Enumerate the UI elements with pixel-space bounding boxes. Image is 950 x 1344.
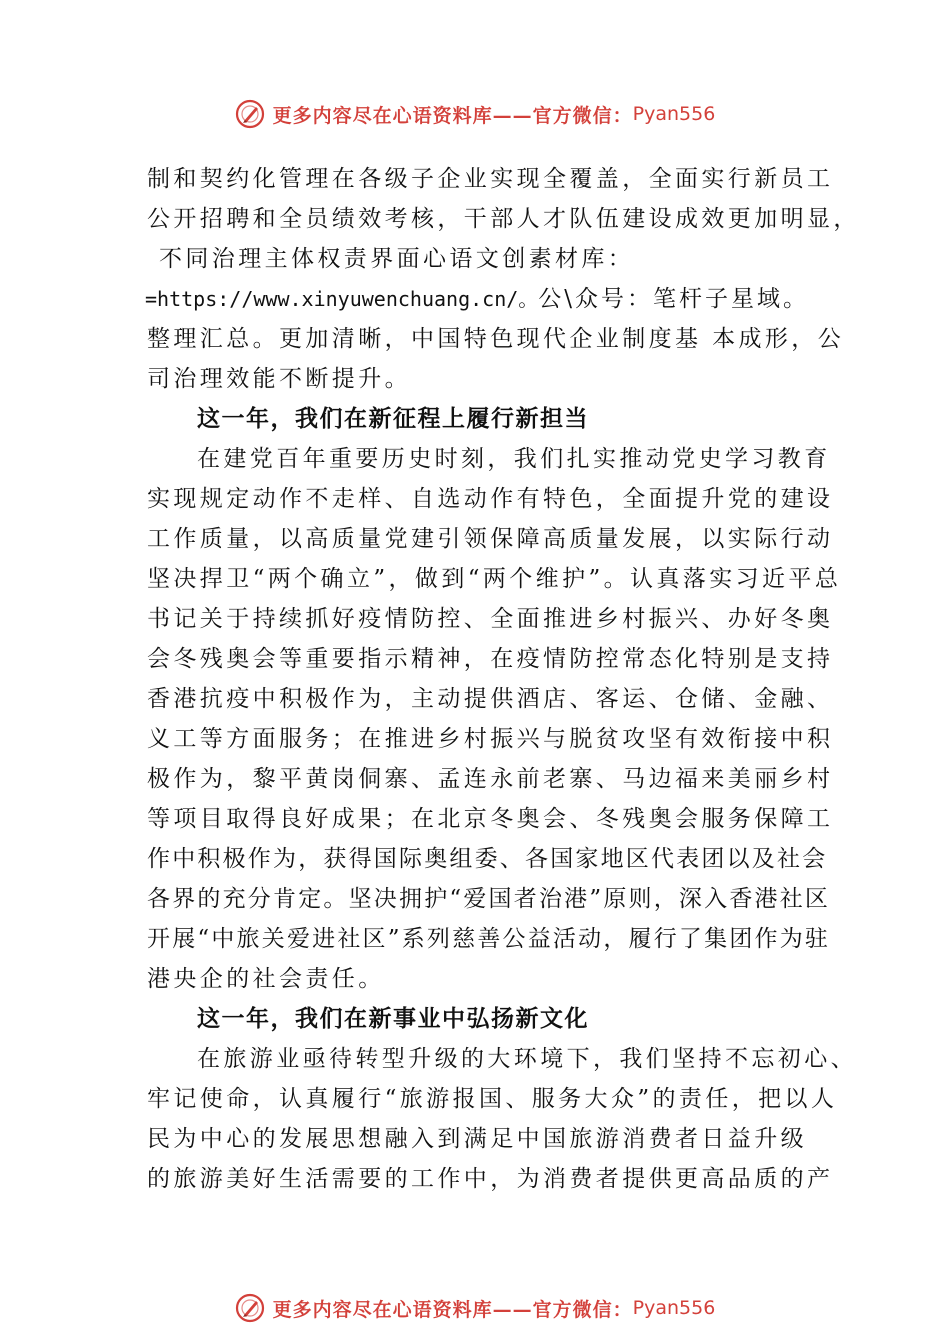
banner-wechat-id: Pyan556 [632,1297,716,1319]
text-line: 港央企的社会责任。 [147,966,385,992]
text-line: 极作为，黎平黄岗侗寨、孟连永前老寨、马边福来美丽乡村 [147,766,834,792]
text-line: 各界的充分肯定。坚决拥护“爱国者治港”原则，深入香港社区 [147,886,831,912]
text-line: 不同治理主体权责界面心语文创素材库： [159,246,635,272]
url-text: =https://www.xinyuwenchuang.cn/。 [145,287,539,311]
text-line: 在旅游业亟待转型升级的大环境下，我们坚持不忘初心、 [197,1046,857,1072]
text-line: 司治理效能不断提升。 [147,366,411,392]
quill-logo-icon [235,99,265,129]
text-line: 作中积极作为，获得国际奥组委、各国家地区代表团以及社会 [147,846,828,872]
text-line: 义工等方面服务；在推进乡村振兴与脱贫攻坚有效衔接中积 [147,726,834,752]
footer-banner [0,1286,950,1330]
section-heading: 这一年，我们在新征程上履行新担当 [197,406,589,432]
text-line: 公开招聘和全员绩效考核，干部人才队伍建设成效更加明显， [147,206,860,232]
text-line: 的旅游美好生活需要的工作中，为消费者提供更高品质的产 [147,1166,834,1192]
text-line: 工作质量，以高质量党建引领保障高质量发展，以实际行动 [147,526,834,552]
text-line: 书记关于持续抓好疫情防控、全面推进乡村振兴、办好冬奥 [147,606,834,632]
banner-text: 更多内容尽在心语资料库——官方微信： [272,104,633,127]
text-line-url [145,284,809,314]
text-line: 民为中心的发展思想融入到满足中国旅游消费者日益升级 [147,1126,807,1152]
text-line: 牢记使命，认真履行“旅游报国、服务大众”的责任，把以人 [147,1086,838,1112]
text-line: 实现规定动作不走样、自选动作有特色，全面提升党的建设 [147,486,834,512]
text-line: 会冬残奥会等重要指示精神，在疫情防控常态化特别是支持 [147,646,834,672]
header-banner [0,92,950,136]
text-line: 坚决捍卫“两个确立”，做到“两个维护”。认真落实习近平总 [147,566,842,592]
banner-text: 更多内容尽在心语资料库——官方微信： [272,1298,633,1321]
text-line: 等项目取得良好成果；在北京冬奥会、冬残奥会服务保障工 [147,806,834,832]
text-line: 整理汇总。更加清晰，中国特色现代企业制度基 本成形，公 [147,326,845,352]
section-heading: 这一年，我们在新事业中弘扬新文化 [197,1006,589,1032]
text-line: 在建党百年重要历史时刻，我们扎实推动党史学习教育 [197,446,831,472]
account-text: 公\众号：笔杆子星域。 [538,286,810,312]
text-line: 香港抗疫中积极作为，主动提供酒店、客运、仓储、金融、 [147,686,834,712]
quill-logo-icon [235,1293,265,1323]
text-line: 制和契约化管理在各级子企业实现全覆盖，全面实行新员工 [147,166,834,192]
text-line: 开展“中旅关爱进社区”系列慈善公益活动，履行了集团作为驻 [147,926,831,952]
banner-wechat-id: Pyan556 [632,103,716,125]
